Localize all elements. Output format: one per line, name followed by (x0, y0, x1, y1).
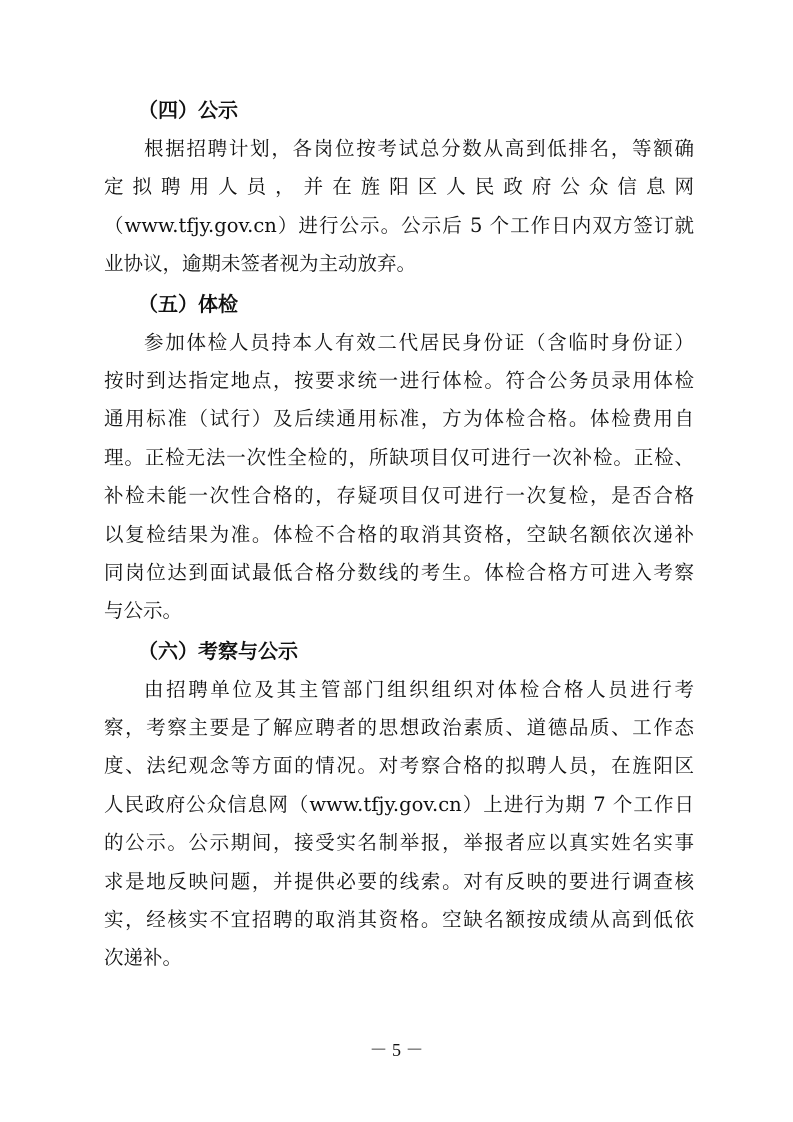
text-line: 的公示。公示期间，接受实名制举报，举报者应以真实姓名实事 (104, 831, 694, 855)
text-line: 按时到达指定地点，按要求统一进行体检。符合公务员录用体检 (104, 368, 694, 392)
text-line: 人民政府公众信息网（www.tfjy.gov.cn）上进行为期 7 个工作日 (104, 792, 694, 816)
document-body (104, 90, 694, 978)
text-line: 补检未能一次性合格的，存疑项目仅可进行一次复检，是否合格 (104, 484, 694, 508)
text-line: 理。正检无法一次性全检的，所缺项目仅可进行一次补检。正检、 (104, 445, 694, 469)
paragraph-publicity (104, 130, 694, 284)
section-heading-inspection-publicity: （六）考察与公示 (138, 638, 298, 663)
text-line: 求是地反映问题，并提供必要的线索。对有反映的要进行调查核 (104, 869, 694, 893)
text-line: （www.tfjy.gov.cn）进行公示。公示后 5 个工作日内双方签订就 (104, 213, 694, 237)
text-line: 实，经核实不宜招聘的取消其资格。空缺名额按成绩从高到低依 (104, 908, 694, 932)
text-line: 与公示。 (104, 599, 183, 623)
text-line: 同岗位达到面试最低合格分数线的考生。体检合格方可进入考察 (104, 560, 694, 584)
section-heading-physical-exam: （五）体检 (138, 291, 238, 316)
text-line: 次递补。 (104, 946, 183, 970)
page-number: － 5 － (369, 1040, 424, 1060)
text-line: 业协议，逾期未签者视为主动放弃。 (104, 252, 417, 276)
paragraph-physical-exam (104, 324, 694, 631)
text-line: 参加体检人员持本人有效二代居民身份证（含临时身份证） (144, 330, 694, 354)
text-line: 定拟聘用人员，并在旌阳区人民政府公众信息网 (104, 175, 694, 199)
section-heading-publicity: （四）公示 (138, 98, 238, 122)
text-line: 通用标准（试行）及后续通用标准，方为体检合格。体检费用自 (104, 407, 694, 431)
text-line: 度、法纪观念等方面的情况。对考察合格的拟聘人员，在旌阳区 (104, 754, 694, 778)
text-line: 根据招聘计划，各岗位按考试总分数从高到低排名，等额确 (144, 137, 694, 160)
text-line: 察，考察主要是了解应聘者的思想政治素质、道德品质、工作态 (104, 716, 694, 740)
text-line: 由招聘单位及其主管部门组织组织对体检合格人员进行考 (144, 677, 694, 701)
paragraph-inspection-publicity (104, 671, 694, 978)
text-line: 以复检结果为准。体检不合格的取消其资格，空缺名额依次递补 (104, 522, 694, 546)
